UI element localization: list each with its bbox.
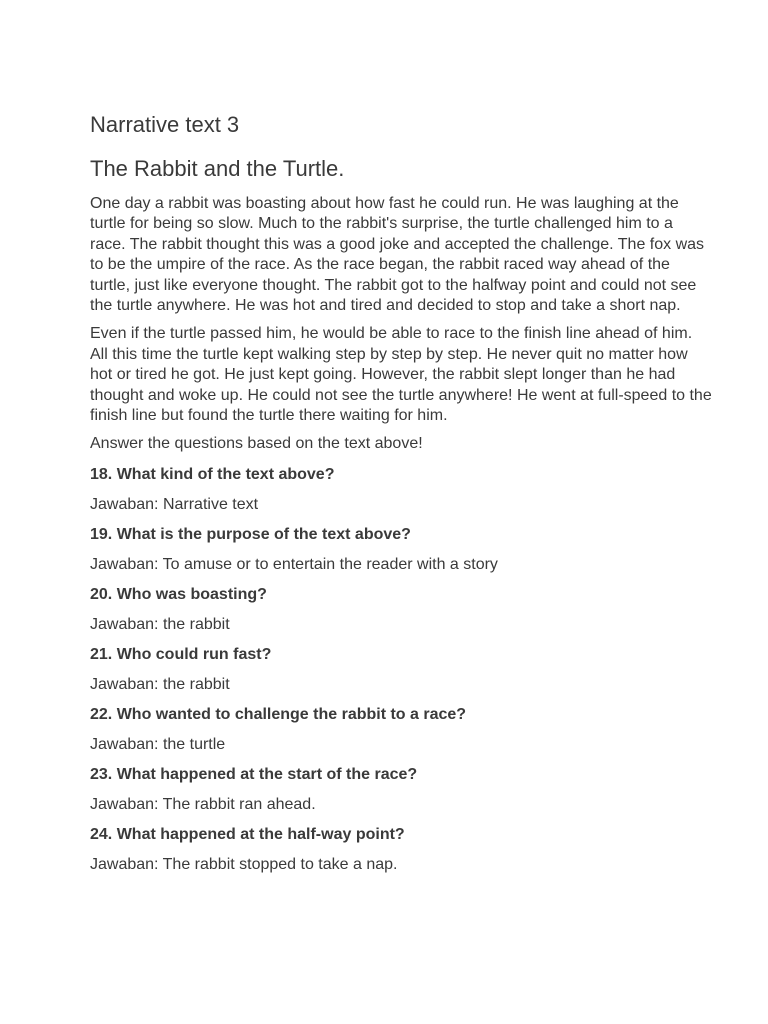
question-22: 22. Who wanted to challenge the rabbit to a race?: [90, 705, 467, 723]
question-19: 19. What is the purpose of the text above?: [90, 525, 411, 543]
answer-22: Jawaban: the turtle: [90, 735, 226, 753]
answer-19: Jawaban: To amuse or to entertain the reader with a story: [90, 555, 498, 573]
answer-24: Jawaban: The rabbit stopped to take a nap.: [90, 855, 398, 873]
question-23: 23. What happened at the start of the race?: [90, 765, 418, 783]
document-heading: Narrative text 3: [90, 112, 240, 137]
document-page: [90, 110, 712, 885]
question-24: 24. What happened at the half-way point?: [90, 825, 405, 843]
question-21: 21. Who could run fast?: [90, 645, 272, 663]
story-paragraph-1: One day a rabbit was boasting about how fast he could run. He was laughing at the turtle for being so slow. Much to the rabbit's surprise, the turtle challenged him to a race. The rabbit thought this was a good joke and accepted the challenge. The fox was to be the umpire of the race. As the race began, the rabbit raced way ahead of the turtle, just like everyone thought. The rabbit got to the halfway point and could not see the turtle anywhere. He was hot and tired and decided to stop and take a short nap.: [90, 195, 705, 315]
instruction-text: Answer the questions based on the text above!: [90, 435, 423, 453]
answer-21: Jawaban: the rabbit: [90, 675, 230, 693]
answer-20: Jawaban: the rabbit: [90, 615, 230, 633]
question-20: 20. Who was boasting?: [90, 585, 267, 603]
story-paragraph-2: Even if the turtle passed him, he would be able to race to the finish line ahead of him. All this time the turtle kept walking step by step by step. He never quit no matter how hot or tired he got. He just kept going. However, the rabbit slept longer than he had thought and woke up. He could not see the turtle anywhere! He went at full-speed to the finish line but found the turtle there waiting for him.: [90, 325, 712, 425]
question-18: 18. What kind of the text above?: [90, 465, 335, 483]
answer-18: Jawaban: Narrative text: [90, 495, 259, 513]
question-list: [90, 465, 712, 875]
answer-23: Jawaban: The rabbit ran ahead.: [90, 795, 316, 813]
story-title: The Rabbit and the Turtle.: [90, 156, 345, 181]
